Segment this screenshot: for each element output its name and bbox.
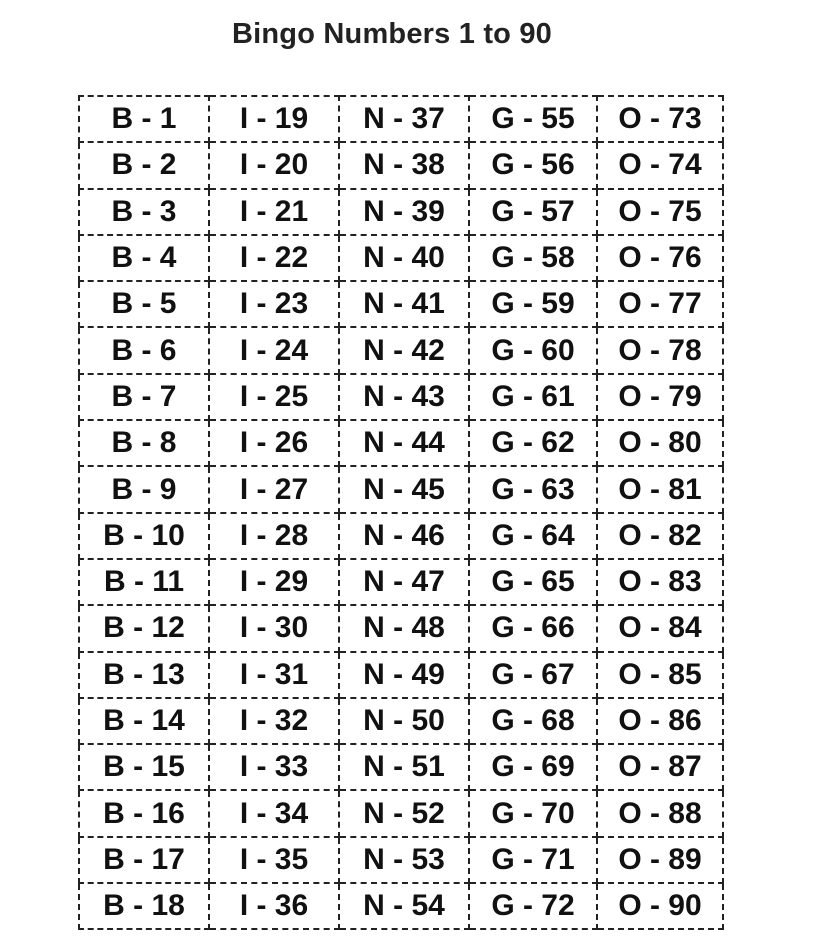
bingo-cell-n: N - 45 <box>339 466 469 512</box>
bingo-cell-n: N - 38 <box>339 142 469 188</box>
bingo-cell-n: N - 54 <box>339 883 469 929</box>
bingo-cell-o: O - 73 <box>597 96 723 142</box>
bingo-cell-o: O - 75 <box>597 189 723 235</box>
bingo-cell-b: B - 13 <box>79 652 209 698</box>
bingo-cell-g: G - 64 <box>469 513 597 559</box>
bingo-cell-g: G - 55 <box>469 96 597 142</box>
bingo-cell-g: G - 68 <box>469 698 597 744</box>
bingo-cell-i: I - 25 <box>209 374 339 420</box>
bingo-cell-b: B - 6 <box>79 327 209 373</box>
table-row <box>79 652 723 698</box>
bingo-cell-g: G - 69 <box>469 744 597 790</box>
bingo-cell-n: N - 49 <box>339 652 469 698</box>
table-row <box>79 96 723 142</box>
bingo-cell-g: G - 65 <box>469 559 597 605</box>
bingo-cell-g: G - 57 <box>469 189 597 235</box>
bingo-cell-i: I - 33 <box>209 744 339 790</box>
bingo-cell-n: N - 50 <box>339 698 469 744</box>
bingo-cell-n: N - 42 <box>339 327 469 373</box>
bingo-cell-i: I - 24 <box>209 327 339 373</box>
bingo-cell-b: B - 2 <box>79 142 209 188</box>
bingo-cell-i: I - 28 <box>209 513 339 559</box>
bingo-cell-o: O - 86 <box>597 698 723 744</box>
bingo-cell-b: B - 3 <box>79 189 209 235</box>
bingo-cell-b: B - 10 <box>79 513 209 559</box>
bingo-cell-i: I - 19 <box>209 96 339 142</box>
bingo-cell-b: B - 1 <box>79 96 209 142</box>
bingo-cell-o: O - 74 <box>597 142 723 188</box>
table-row <box>79 142 723 188</box>
bingo-cell-i: I - 23 <box>209 281 339 327</box>
bingo-cell-i: I - 32 <box>209 698 339 744</box>
bingo-cell-b: B - 17 <box>79 837 209 883</box>
bingo-cell-b: B - 15 <box>79 744 209 790</box>
bingo-cell-n: N - 39 <box>339 189 469 235</box>
bingo-cell-g: G - 72 <box>469 883 597 929</box>
table-row <box>79 698 723 744</box>
bingo-cell-n: N - 40 <box>339 235 469 281</box>
table-row <box>79 281 723 327</box>
bingo-cell-o: O - 82 <box>597 513 723 559</box>
bingo-cell-b: B - 5 <box>79 281 209 327</box>
bingo-cell-g: G - 62 <box>469 420 597 466</box>
bingo-cell-n: N - 51 <box>339 744 469 790</box>
bingo-cell-o: O - 79 <box>597 374 723 420</box>
bingo-cell-b: B - 14 <box>79 698 209 744</box>
table-row <box>79 189 723 235</box>
bingo-cell-g: G - 63 <box>469 466 597 512</box>
bingo-cell-i: I - 31 <box>209 652 339 698</box>
bingo-cell-o: O - 77 <box>597 281 723 327</box>
bingo-cell-b: B - 4 <box>79 235 209 281</box>
bingo-cell-g: G - 60 <box>469 327 597 373</box>
bingo-cell-i: I - 35 <box>209 837 339 883</box>
bingo-cell-g: G - 56 <box>469 142 597 188</box>
bingo-cell-o: O - 90 <box>597 883 723 929</box>
bingo-cell-n: N - 53 <box>339 837 469 883</box>
table-row <box>79 374 723 420</box>
bingo-cell-o: O - 88 <box>597 790 723 836</box>
bingo-cell-b: B - 16 <box>79 790 209 836</box>
bingo-cell-g: G - 66 <box>469 605 597 651</box>
bingo-cell-i: I - 26 <box>209 420 339 466</box>
bingo-cell-n: N - 41 <box>339 281 469 327</box>
bingo-cell-b: B - 11 <box>79 559 209 605</box>
bingo-cell-o: O - 83 <box>597 559 723 605</box>
bingo-cell-n: N - 46 <box>339 513 469 559</box>
table-row <box>79 327 723 373</box>
bingo-cell-g: G - 58 <box>469 235 597 281</box>
table-row <box>79 235 723 281</box>
page-title: Bingo Numbers 1 to 90 <box>231 18 553 50</box>
bingo-cell-i: I - 30 <box>209 605 339 651</box>
bingo-cell-g: G - 71 <box>469 837 597 883</box>
bingo-cell-n: N - 37 <box>339 96 469 142</box>
bingo-numbers-table <box>78 95 724 930</box>
table-row <box>79 466 723 512</box>
table-row <box>79 837 723 883</box>
bingo-table-body <box>79 96 723 929</box>
bingo-cell-o: O - 89 <box>597 837 723 883</box>
bingo-cell-i: I - 34 <box>209 790 339 836</box>
bingo-cell-i: I - 29 <box>209 559 339 605</box>
bingo-cell-o: O - 76 <box>597 235 723 281</box>
bingo-cell-b: B - 9 <box>79 466 209 512</box>
bingo-cell-n: N - 52 <box>339 790 469 836</box>
table-row <box>79 883 723 929</box>
bingo-cell-n: N - 43 <box>339 374 469 420</box>
bingo-cell-i: I - 27 <box>209 466 339 512</box>
bingo-cell-i: I - 22 <box>209 235 339 281</box>
bingo-cell-o: O - 85 <box>597 652 723 698</box>
bingo-cell-n: N - 44 <box>339 420 469 466</box>
table-row <box>79 420 723 466</box>
bingo-cell-g: G - 67 <box>469 652 597 698</box>
bingo-cell-o: O - 87 <box>597 744 723 790</box>
bingo-cell-b: B - 7 <box>79 374 209 420</box>
table-row <box>79 605 723 651</box>
bingo-cell-i: I - 36 <box>209 883 339 929</box>
bingo-cell-o: O - 80 <box>597 420 723 466</box>
table-row <box>79 559 723 605</box>
bingo-cell-o: O - 78 <box>597 327 723 373</box>
bingo-cell-i: I - 20 <box>209 142 339 188</box>
bingo-cell-b: B - 8 <box>79 420 209 466</box>
bingo-cell-b: B - 12 <box>79 605 209 651</box>
bingo-cell-g: G - 70 <box>469 790 597 836</box>
table-row <box>79 744 723 790</box>
bingo-cell-i: I - 21 <box>209 189 339 235</box>
bingo-cell-n: N - 48 <box>339 605 469 651</box>
table-row <box>79 790 723 836</box>
bingo-cell-n: N - 47 <box>339 559 469 605</box>
table-row <box>79 513 723 559</box>
bingo-cell-o: O - 81 <box>597 466 723 512</box>
bingo-cell-g: G - 61 <box>469 374 597 420</box>
bingo-cell-b: B - 18 <box>79 883 209 929</box>
bingo-cell-g: G - 59 <box>469 281 597 327</box>
bingo-cell-o: O - 84 <box>597 605 723 651</box>
